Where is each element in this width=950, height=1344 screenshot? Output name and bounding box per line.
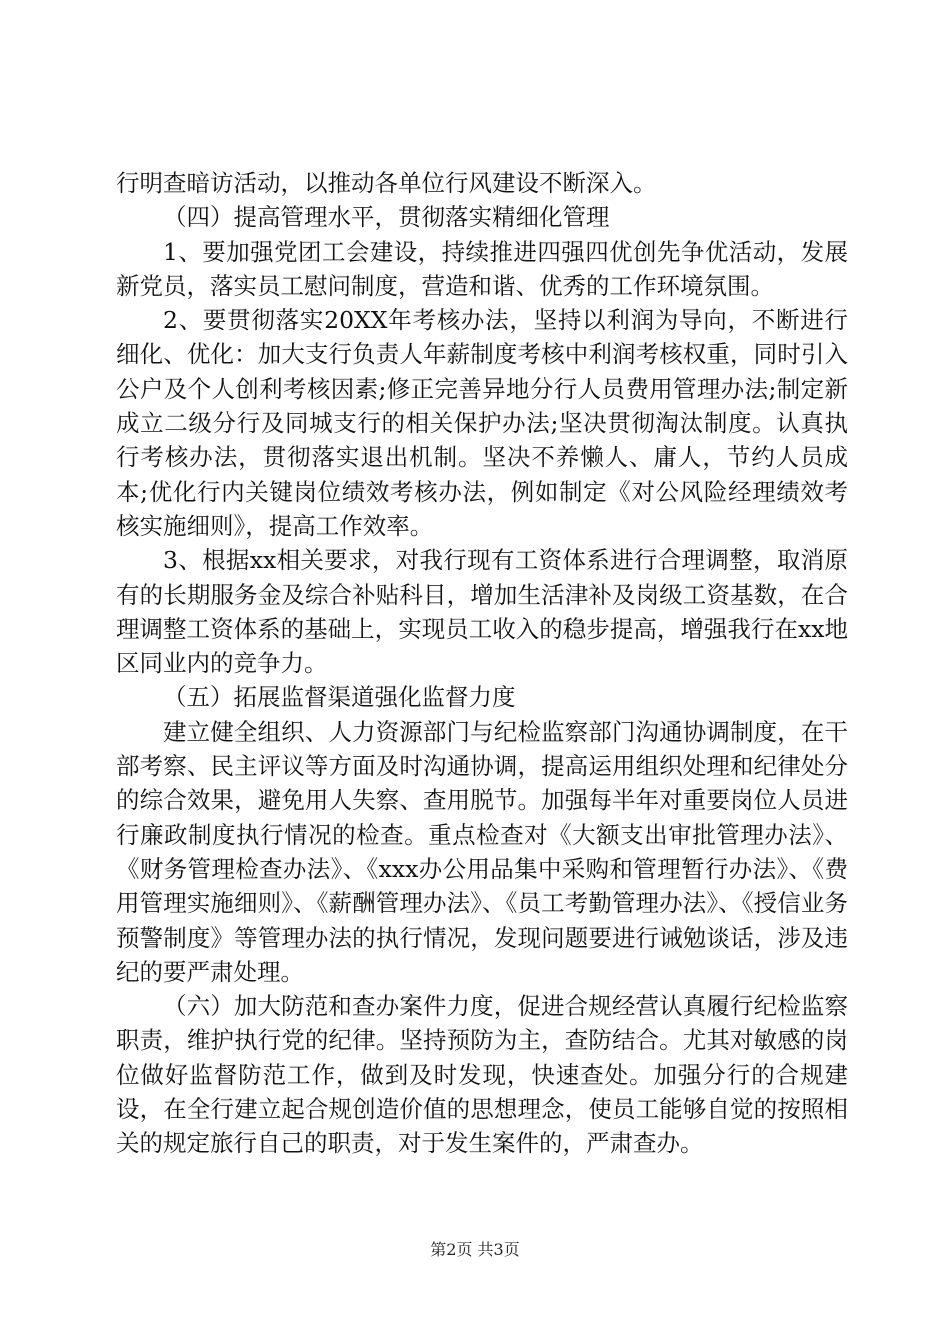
document-body — [116, 166, 848, 1161]
paragraph-item-3: 3、根据xx相关要求，对我行现有工资体系进行合理调整，取消原有的长期服务金及综合补贴科目，增加生活津补及岗级工资基数，在合理调整工资体系的基础上，实现员工收入的稳步提高，增强我行在xx地区同业内的竞争力。 — [116, 546, 848, 678]
paragraph-continuation: 行明查暗访活动，以推动各单位行风建设不断深入。 — [116, 169, 657, 197]
section-heading-6-paragraph: （六）加大防范和查办案件力度，促进合规经营认真履行纪检监察职责，维护执行党的纪律。坚持预防为主，查防结合。尤其对敏感的岗位做好监督防范工作，做到及时发现，快速查处。加强分行的合规建设，在全行建立起合规创造价值的思想理念，使员工能够自觉的按照相关的规定旅行自己的职责，对于发生案件的，严肃查办。 — [116, 992, 848, 1158]
page-number-footer: 第2页 共3页 — [430, 1240, 520, 1259]
paragraph-supervision: 建立健全组织、人力资源部门与纪检监察部门沟通协调制度，在干部考察、民主评议等方面及时沟通协调，提高运用组织处理和纪律处分的综合效果，避免用人失察、查用脱节。加强每半年对重要岗位人员进行廉政制度执行情况的检查。重点检查对《大额支出审批管理办法》、《财务管理检查办法》、《xxx办公用品集中采购和管理暂行办法》、《费用管理实施细则》、《薪酬管理办法》、《员工考勤管理办法》、《授信业务预警制度》等管理办法的执行情况，发现问题要进行诫勉谈话，涉及违纪的要严肃处理。 — [116, 717, 848, 986]
paragraph-item-1: 1、要加强党团工会建设，持续推进四强四优创先争优活动，发展新党员，落实员工慰问制度，营造和谐、优秀的工作环境氛围。 — [116, 237, 848, 300]
section-heading-4: （四）提高管理水平，贯彻落实精细化管理 — [163, 203, 610, 232]
section-heading-5: （五）拓展监督渠道强化监督力度 — [163, 683, 516, 712]
paragraph-item-2: 2、要贯彻落实20XX年考核办法，坚持以利润为导向，不断进行细化、优化：加大支行负责人年薪制度考核中利润考核权重，同时引入公户及个人创利考核因素;修正完善异地分行人员费用管理办法;制定新成立二级分行及同城支行的相关保护办法;坚决贯彻淘汰制度。认真执行考核办法，贯彻落实退出机制。坚决不养懒人、庸人，节约人员成本;优化行内关键岗位绩效考核办法，例如制定《对公风险经理绩效考核实施细则》，提高工作效率。 — [116, 306, 848, 540]
